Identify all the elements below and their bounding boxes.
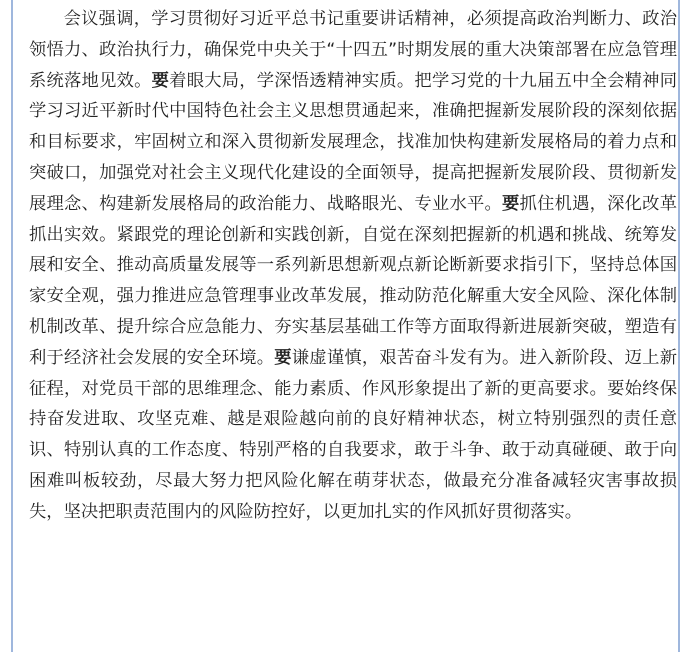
emphasis-yao-3: 要: [274, 347, 292, 368]
emphasis-yao-2: 要: [502, 193, 520, 214]
paragraph-segment-1: 会议强调，学习贯彻好习近平总书记重要讲话精神，必须提高政治判断力、政治领悟力、政治执行力，确保党中央关于“十四五”时期发展的重大决策部署在应急管理系统落地见效。: [29, 9, 677, 91]
article-paragraph: [29, 4, 677, 528]
paragraph-segment-4: 谦虚谨慎，艰苦奋斗发有为。进入新阶段、迈上新征程，对党员干部的思维理念、能力素质、作风形象提出了新的更高要求。要始终保持奋发进取、攻坚克难、越是艰险越向前的良好精神状态，树立特别强烈的责任意识、特别认真的工作态度、特别严格的自我要求，敢于斗争、敢于动真碰硬、敢于向困难叫板较劲，尽最大努力把风险化解在萌芽状态，做最充分准备减轻灾害事故损失，坚决把职责范围内的风险防控好，以更加扎实的作风抓好贯彻落实。: [29, 347, 677, 522]
emphasis-yao-1: 要: [151, 70, 170, 91]
paragraph-segment-2: 着眼大局，学深悟透精神实质。把学习党的十九届五中全会精神同学习习近平新时代中国特色社会主义思想贯通起来，准确把握新发展阶段的深刻依据和目标要求，牢固树立和深入贯彻新发展理念，找准加快构建新发展格局的着力点和突破口，加强党对社会主义现代化建设的全面领导，提高把握新发展阶段、贯彻新发展理念、构建新发展格局的政治能力、战略眼光、专业水平。: [29, 70, 677, 214]
paragraph-segment-3: 抓住机遇，深化改革抓出实效。紧跟党的理论创新和实践创新，自觉在深刻把握新的机遇和挑战、统筹发展和安全、推动高质量发展等一系列新思想新观点新论断新要求指引下，坚持总体国家安全观，强力推进应急管理事业改革发展，推动防范化解重大安全风险、深化体制机制改革、提升综合应急能力、夯实基层基础工作等方面取得新进展新突破，塑造有利于经济社会发展的安全环境。: [29, 193, 677, 368]
article-frame: [11, 0, 680, 652]
